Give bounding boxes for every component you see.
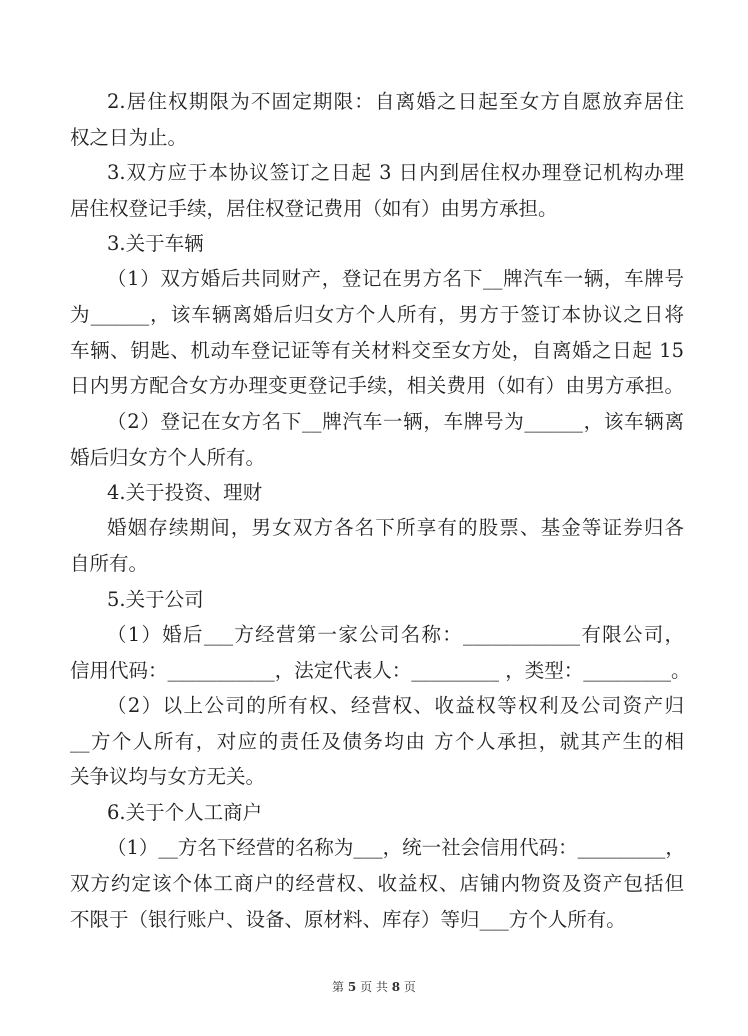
text-line-14: 自所有。 bbox=[70, 552, 149, 575]
text-line-7: 为______，该车辆离婚后归女方个人所有，男方于签订本协议之日将 bbox=[70, 303, 684, 326]
text-line-1: 2.居住权期限为不固定期限：自离婚之日起至女方自愿放弃居住 bbox=[107, 90, 684, 113]
text-line-8: 车辆、钥匙、机动车登记证等有关材料交至女方处，自离婚之日起 15 bbox=[70, 339, 684, 362]
section-heading-investment: 4.关于投资、理财 bbox=[107, 481, 263, 504]
text-line-24: 不限于（银行账户、设备、原材料、库存）等归___方个人所有。 bbox=[70, 908, 626, 931]
page-footer bbox=[0, 978, 748, 995]
section-heading-business: 6.关于个人工商户 bbox=[107, 801, 263, 824]
section-heading-vehicles: 3.关于车辆 bbox=[107, 232, 204, 255]
footer-middle: 页 共 bbox=[360, 980, 388, 994]
footer-suffix: 页 bbox=[403, 980, 416, 994]
text-line-16: （1）婚后___方经营第一家公司名称：____________有限公司， bbox=[107, 623, 684, 646]
text-line-20: 关争议均与女方无关。 bbox=[70, 765, 266, 788]
text-line-22: （1）__方名下经营的名称为___，统一社会信用代码：_________， bbox=[107, 836, 685, 859]
footer-prefix: 第 bbox=[332, 980, 345, 994]
text-line-10: （2）登记在女方名下__牌汽车一辆，车牌号为______，该车辆离 bbox=[107, 410, 684, 433]
text-line-3: 3.双方应于本协议签订之日起 3 日内到居住权办理登记机构办理 bbox=[107, 161, 684, 184]
footer-page-number: 5 bbox=[347, 980, 357, 994]
text-line-17: 信用代码：___________，法定代表人：_________ ，类型：_________。 bbox=[70, 659, 691, 682]
text-line-6: （1）双方婚后共同财产，登记在男方名下__牌汽车一辆，车牌号 bbox=[107, 267, 684, 290]
text-line-9: 日内男方配合女方办理变更登记手续，相关费用（如有）由男方承担。 bbox=[70, 374, 684, 397]
text-line-11: 婚后归女方个人所有。 bbox=[70, 446, 266, 469]
text-line-13: 婚姻存续期间，男女双方各名下所享有的股票、基金等证券归各 bbox=[107, 516, 684, 539]
text-line-19: __方个人所有，对应的责任及债务均由 方个人承担，就其产生的相 bbox=[70, 730, 684, 753]
text-line-23: 双方约定该个体工商户的经营权、收益权、店铺内物资及资产包括但 bbox=[70, 872, 684, 895]
text-line-18: （2）以上公司的所有权、经营权、收益权等权利及公司资产归 bbox=[107, 694, 684, 717]
text-line-2: 权之日为止。 bbox=[70, 126, 188, 149]
footer-total-pages: 8 bbox=[391, 980, 401, 994]
text-line-4: 居住权登记手续，居住权登记费用（如有）由男方承担。 bbox=[70, 197, 558, 220]
section-heading-company: 5.关于公司 bbox=[107, 588, 204, 611]
